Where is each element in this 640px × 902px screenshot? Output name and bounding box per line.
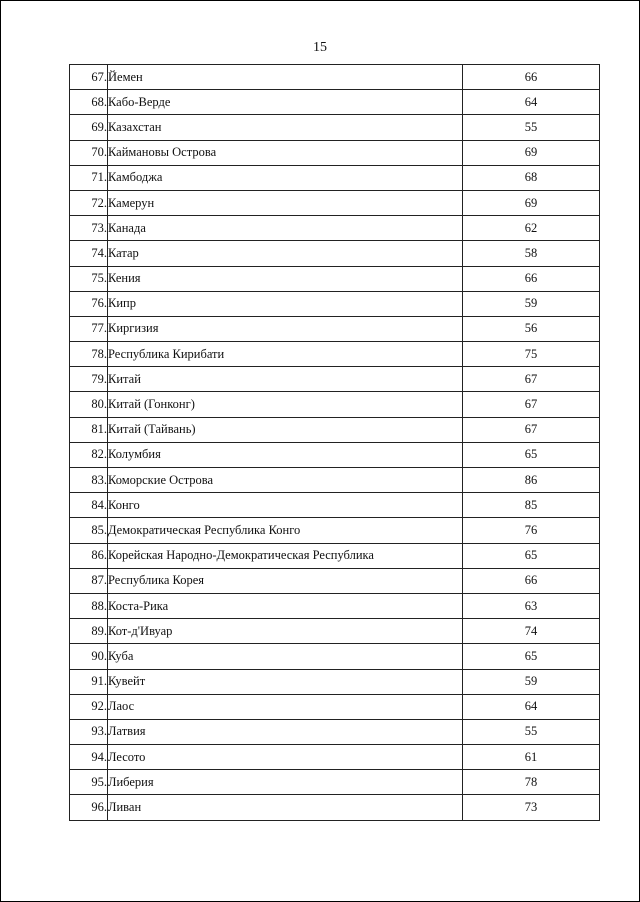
table-row — [70, 619, 600, 644]
country-name: Каймановы Острова — [108, 140, 463, 165]
table-row — [70, 669, 600, 694]
country-name: Республика Корея — [108, 568, 463, 593]
row-number: 88. — [70, 593, 108, 618]
table-row — [70, 719, 600, 744]
country-name: Коморские Острова — [108, 468, 463, 493]
page-number: 15 — [313, 40, 327, 55]
row-number: 67. — [70, 65, 108, 90]
table-row — [70, 644, 600, 669]
row-number: 78. — [70, 342, 108, 367]
row-number: 96. — [70, 795, 108, 820]
table-row — [70, 392, 600, 417]
row-number: 77. — [70, 316, 108, 341]
country-name: Колумбия — [108, 442, 463, 467]
row-number: 82. — [70, 442, 108, 467]
row-number: 72. — [70, 190, 108, 215]
row-value: 66 — [463, 266, 600, 291]
row-value: 69 — [463, 190, 600, 215]
country-name: Латвия — [108, 719, 463, 744]
row-number: 94. — [70, 745, 108, 770]
row-value: 65 — [463, 644, 600, 669]
table-row — [70, 90, 600, 115]
row-number: 69. — [70, 115, 108, 140]
row-value: 63 — [463, 593, 600, 618]
row-number: 92. — [70, 694, 108, 719]
country-name: Камбоджа — [108, 165, 463, 190]
country-name: Канада — [108, 216, 463, 241]
row-number: 86. — [70, 543, 108, 568]
country-name: Йемен — [108, 65, 463, 90]
table-row — [70, 266, 600, 291]
row-number: 81. — [70, 417, 108, 442]
country-name: Республика Кирибати — [108, 342, 463, 367]
country-table-body — [70, 65, 600, 821]
country-name: Китай (Тайвань) — [108, 417, 463, 442]
row-value: 66 — [463, 568, 600, 593]
table-row — [70, 216, 600, 241]
country-name: Кения — [108, 266, 463, 291]
table-row — [70, 367, 600, 392]
country-name: Конго — [108, 493, 463, 518]
table-row — [70, 694, 600, 719]
country-name: Демократическая Республика Конго — [108, 518, 463, 543]
table-row — [70, 342, 600, 367]
table-row — [70, 493, 600, 518]
table-row — [70, 543, 600, 568]
table-row — [70, 568, 600, 593]
row-value: 64 — [463, 90, 600, 115]
country-name: Китай — [108, 367, 463, 392]
country-name: Катар — [108, 241, 463, 266]
country-table — [69, 64, 600, 821]
country-name: Лаос — [108, 694, 463, 719]
row-value: 55 — [463, 719, 600, 744]
row-value: 76 — [463, 518, 600, 543]
country-name: Китай (Гонконг) — [108, 392, 463, 417]
row-value: 64 — [463, 694, 600, 719]
country-name: Куба — [108, 644, 463, 669]
row-number: 73. — [70, 216, 108, 241]
row-value: 55 — [463, 115, 600, 140]
row-value: 56 — [463, 316, 600, 341]
table-row — [70, 417, 600, 442]
row-value: 73 — [463, 795, 600, 820]
row-value: 65 — [463, 543, 600, 568]
row-number: 95. — [70, 770, 108, 795]
country-name: Ливан — [108, 795, 463, 820]
row-value: 59 — [463, 669, 600, 694]
row-value: 59 — [463, 291, 600, 316]
table-row — [70, 593, 600, 618]
row-number: 68. — [70, 90, 108, 115]
row-number: 76. — [70, 291, 108, 316]
row-number: 89. — [70, 619, 108, 644]
table-row — [70, 745, 600, 770]
row-value: 67 — [463, 367, 600, 392]
country-name: Кабо-Верде — [108, 90, 463, 115]
row-number: 74. — [70, 241, 108, 266]
row-value: 68 — [463, 165, 600, 190]
row-value: 66 — [463, 65, 600, 90]
row-value: 69 — [463, 140, 600, 165]
table-row — [70, 241, 600, 266]
table-row — [70, 770, 600, 795]
row-value: 85 — [463, 493, 600, 518]
table-row — [70, 518, 600, 543]
table-row — [70, 316, 600, 341]
row-number: 84. — [70, 493, 108, 518]
country-name: Кот-д'Ивуар — [108, 619, 463, 644]
row-value: 65 — [463, 442, 600, 467]
country-name: Киргизия — [108, 316, 463, 341]
row-value: 67 — [463, 392, 600, 417]
row-number: 93. — [70, 719, 108, 744]
row-number: 71. — [70, 165, 108, 190]
table-row — [70, 291, 600, 316]
country-name: Кипр — [108, 291, 463, 316]
row-number: 87. — [70, 568, 108, 593]
table-row — [70, 442, 600, 467]
table-row — [70, 115, 600, 140]
row-value: 58 — [463, 241, 600, 266]
table-row — [70, 165, 600, 190]
row-number: 90. — [70, 644, 108, 669]
row-value: 74 — [463, 619, 600, 644]
row-number: 75. — [70, 266, 108, 291]
row-value: 61 — [463, 745, 600, 770]
country-name: Коста-Рика — [108, 593, 463, 618]
table-row — [70, 468, 600, 493]
row-number: 83. — [70, 468, 108, 493]
table-row — [70, 795, 600, 820]
country-name: Корейская Народно-Демократическая Республика — [108, 543, 463, 568]
row-value: 75 — [463, 342, 600, 367]
country-name: Лесото — [108, 745, 463, 770]
country-name: Кувейт — [108, 669, 463, 694]
country-name: Либерия — [108, 770, 463, 795]
table-row — [70, 140, 600, 165]
row-number: 85. — [70, 518, 108, 543]
row-number: 70. — [70, 140, 108, 165]
table-row — [70, 65, 600, 90]
table-row — [70, 190, 600, 215]
row-number: 79. — [70, 367, 108, 392]
row-number: 91. — [70, 669, 108, 694]
row-value: 67 — [463, 417, 600, 442]
row-number: 80. — [70, 392, 108, 417]
row-value: 78 — [463, 770, 600, 795]
country-name: Камерун — [108, 190, 463, 215]
country-name: Казахстан — [108, 115, 463, 140]
row-value: 62 — [463, 216, 600, 241]
row-value: 86 — [463, 468, 600, 493]
